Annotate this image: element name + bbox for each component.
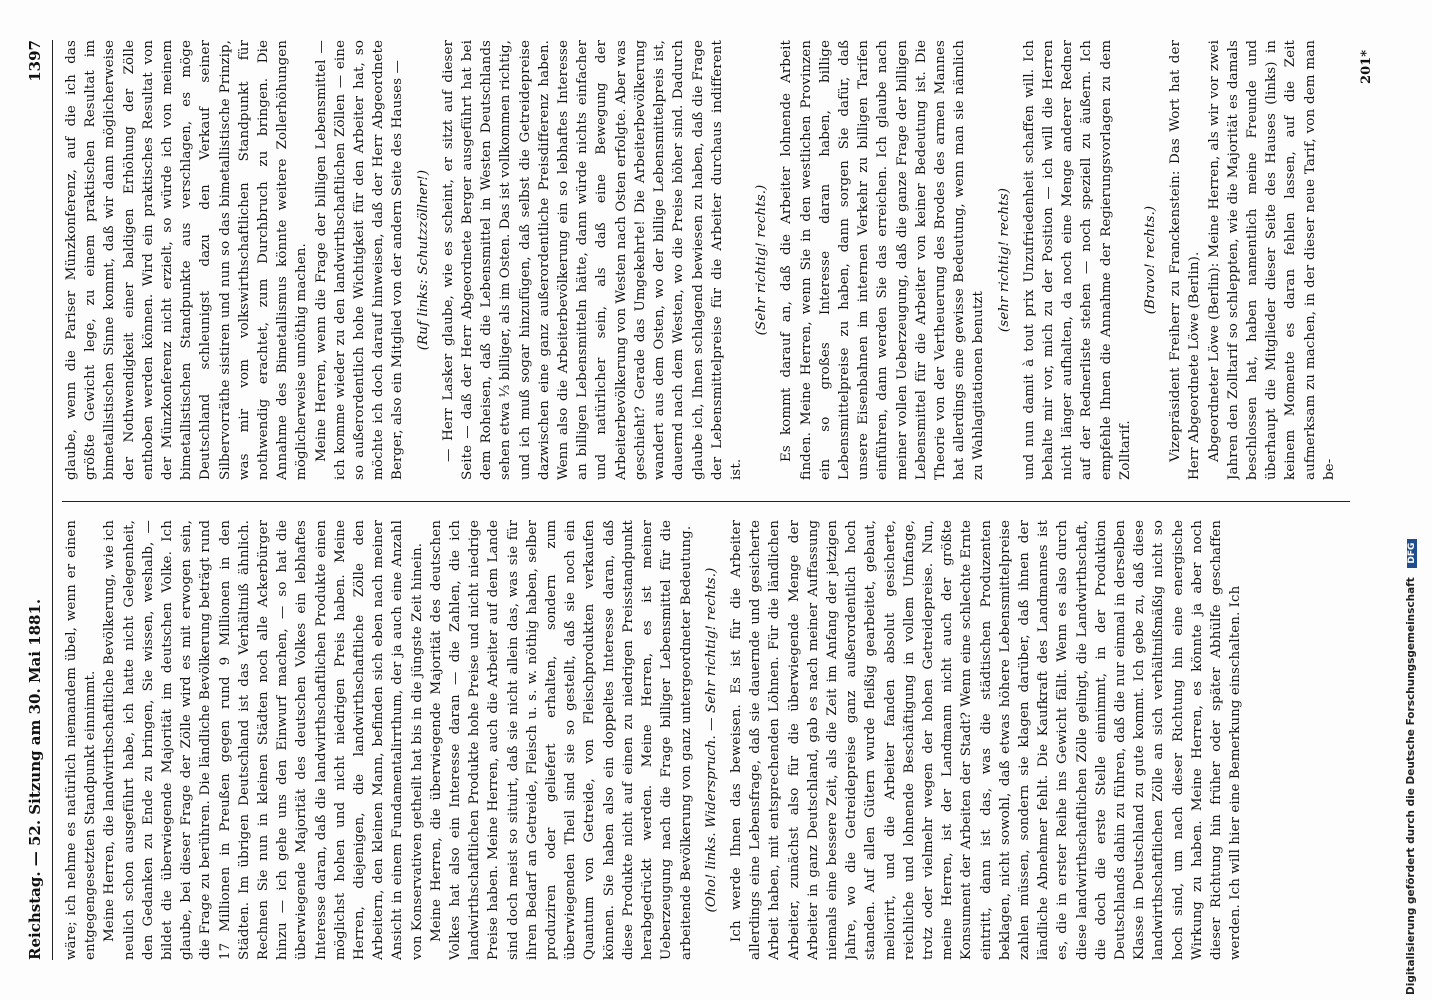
- paragraph: — Herr Lasker glaube, wie es scheint, er sitzt auf dieser Seite — daß der Herr Abgeordnete Berger ausgeführt hat bei dem Roheisen, daß die Lebensmittel in Westen Deutschlands sehen etwa ⅓ billiger, als im Osten. Das ist vollkommen richtig, und ich muß sogar hinzufügen, daß selbst die Getreidepreise dazwischen eine ganz außerordentliche Preisdifferenz haben. Wenn also die Arbeiterbevölkerung ein so lebhaftes Interesse an billigen Lebensmitteln hätte, dann würde nichts einfacher und natürlicher sein, als daß eine Bewegung der Arbeiterbevölkerung von Westen nach Osten erfolgte. Aber was geschieht? Gerade das Umgekehrte! Die Arbeiterbevölkerung wandert aus dem Osten, wo der billige Lebensmittelpreis ist, dauernd nach dem Westen, wo die Preise höher sind. Dadurch glaube ich, Ihnen schlagend bewiesen zu haben, daß die Frage der Lebensmittelpreise für die Arbeiter durchaus indifferent ist.: [440, 40, 744, 480]
- header-title: Reichstag. — 52. Sitzung am 30. Mai 1881.: [26, 598, 44, 960]
- paragraph: und nun damit à tout prix Unzufriedenheit schaffen will. Ich behalte mir vor, mich zu der Position — ich will die Herren nicht länger aufhalten, da noch eine Menge anderer Redner auf der Rednerliste stehen — noch speziell zu äußern. Ich empfehle Ihnen die Annahme der Regierungsvorlagen zu dem Zolltarif.: [1021, 40, 1133, 480]
- paragraph: Meine Herren, die überwiegende Majorität des deutschen Volkes hat also ein Interesse daran — die Zahlen, die ich landwirthschaftlichen Produkte hohe Preise und nicht niedrige Preise haben. Meine Herren, auch die Arbeiter auf dem Lande sind doch meist so situirt, daß sie nicht allein das, was sie für ihren Bedarf an Getreide, Fleisch u. s. w. nöthig haben, selber produziren oder geliefert erhalten, sondern zum überwiegenden Theil sind sie so gestellt, daß sie noch ein Quantum von Getreide, von Fleischprodukten verkaufen können. Sie haben also ein doppeltes Interesse daran, daß diese Produkte nicht auf einen zu niedrigen Preisstandpunkt herabgedrückt werden. Meine Herren, es ist meiner Ueberzeugung nach die Frage billiger Lebensmittel für die arbeitende Bevölkerung von ganz untergeordneter Bedeutung.: [428, 520, 694, 960]
- interjection-line: (sehr richtig! rechts): [996, 187, 1012, 333]
- interjection-line: (Bravo! rechts.): [1142, 205, 1158, 315]
- page-header: [18, 40, 53, 960]
- paragraph: Ich werde Ihnen das beweisen. Es ist für die Arbeiter allerdings eine Lebensfrage, daß sie dauernde und gesicherte Arbeit haben, mit entsprechenden Löhnen. Für die ländlichen Arbeiter, zunächst also für die überwiegende Menge der Arbeiter in ganz Deutschland, gab es nach meiner Auffassung niemals eine bessere Zeit, als die Zeit im Anfang der jetzigen Jahre, wo die Getreidepreise ganz außerordentlich hoch standen. Auf allen Gütern wurde fleißig gearbeitet, gebaut, meliorirt, und die Arbeiter fanden absolut gesicherte, reichliche und lohnende Beschäftigung in vollem Umfange, trotz oder vielmehr wegen der hohen Getreidepreise. Nun, meine Herren, ist der Landmann nicht auch der größte Konsument der Arbeiten der Stadt? Wenn eine schlechte Ernte eintritt, dann ist das, was die städtischen Produzenten beklagen, nicht sowohl, daß etwas höhere Lebensmittelpreise zahlen müssen, sondern sie klagen darüber, daß ihnen der ländliche Abnehmer fehlt. Die Kaufkraft des Landmannes ist es, die in erster Reihe ins Gewicht fällt. Wenn es also durch diese landwirthschaftlichen Zölle gelingt, die Landwirthschaft, die doch die erste Stelle einnimmt, in der Produktion Deutschlands dahin zu führen, daß die nur einmal in derselben Klasse in Deutschland zu gute kommt. Ich gebe zu, daß diese landwirthschaftlichen Zölle an sich verhältnißmäßig nicht so hoch sind, um nach dieser Richtung hin eine energische Wirkung zu haben. Meine Herren, es könnte ja aber noch dieser Richtung hin früher oder später Abhülfe geschaffen werden. Ich will hier eine Bemerkung einschalten. Ich: [728, 520, 1244, 960]
- left-column: [62, 520, 1350, 960]
- paragraph: Es kommt darauf an, daß die Arbeiter lohnende Arbeit finden. Meine Herren, wenn Sie in den westlichen Provinzen ein so großes Interesse daran haben, billige Lebensmittelpreise zu haben, dann sorgen Sie dafür, daß unsere Eisenbahnen im internen Verkehr zu billigen Tarifen einführen, dann werden Sie das erreichen. Ich glaube nach meiner vollen Ueberzeugung, daß die ganze Frage der billigen Lebensmittel für die Arbeiter von keiner Bedeutung ist. Die Theorie von der Vertheuerung des Brodes des armen Mannes hat allerdings eine gewisse Bedeutung, wenn man sie nämlich zu Wahlagitationen benutzt: [779, 40, 987, 480]
- paragraph: wäre; ich nehme es natürlich niemandem übel, wenn er einen entgegengesetzten Standpunkt einnimmt.: [64, 520, 99, 960]
- page-signature: 201*: [1359, 50, 1374, 84]
- interjection-line: (Ruf links: Schutzzöllner!): [415, 169, 431, 351]
- column-divider: [62, 501, 1350, 502]
- digitization-credit: [1405, 0, 1423, 995]
- paragraph: Vizepräsident Freiherr zu Franckenstein: Das Wort hat der Herr Abgeordnete Löwe (Berlin).: [1168, 40, 1203, 480]
- paragraph: Abgeordneter Löwe (Berlin): Meine Herren, als wir vor zwei Jahren den Zolltarif so schleppten, wie die Majorität es damals beschlossen hat, haben namentlich meine Freunde und überhaupt die Mitglieder dieser Seite des Hauses (links) in keinem Momente es daran fehlen lassen, auf die Zeit aufmerksam zu machen, in der dieser neue Tarif, von dem man be-: [1206, 40, 1337, 480]
- paragraph: glaube, wenn die Pariser Münzkonferenz, auf die ich das größte Gewicht lege, zu einem praktischen Resultat im bimetallistischen Sinne kommt, daß wir dann möglicherweise der Nothwendigkeit einer baldigen Erhöhung der Zölle enthoben werden können. Wird ein praktisches Resultat von der Münzkonferenz nicht erzielt, so würde ich von meinem bimetallistischen Standpunkte aus verschlagen, es möge Deutschland schleunigst dazu den Verkauf seiner Silbervorräthe sistiren und nun so das bimetallistische Prinzip, was mir vom volkswirthschaftlichen Standpunkt für nothwendig erachtet, zum Durchbruch zu bringen. Die Annahme des Bimetallismus könnte weitere Zollerhöhungen möglicherweise unnöthig machen.: [64, 40, 310, 480]
- paragraph: Meine Herren, die landwirthschaftliche Bevölkerung, wie ich neulich schon ausgeführt habe, ich hatte nicht Gelegenheit, den Gedanken zu Ende zu bringen, Sie wissen, weshalb, — bildet die überwiegende Majorität im deutschen Volke. Ich glaube, bei dieser Frage der Zölle wird es mit erwogen sein, die Frage zu berühren. Die ländliche Bevölkerung beträgt rund 17 Millionen in Preußen gegen rund 9 Millionen in den Städten. Im übrigen Deutschland ist das Verhältniß ähnlich. Rechnen Sie nun in kleinen Städten noch alle Ackerbürger hinzu — ich gehe uns den Einwurf machen, — so hat die überwiegende Majorität des deutschen Volkes ein lebhaftes Interesse daran, daß die landwirthschaftlichen Produkte einen möglichst hohen und nicht niedrigen Preis haben. Meine Herren, diejenigen, die landwirthschaftliche Zölle den Arbeitern, den kleinen Mann, befinden sich eben nach meiner Ansicht in einem Fundamentalirrthum, der ja auch eine Anzahl von Konservativen getheilt hat bis in die jüngste Zeit hinein.: [102, 520, 425, 960]
- dfg-logo: DFG: [1407, 539, 1417, 568]
- right-column: [62, 40, 1350, 480]
- credit-text: Digitalisierung gefördert durch die Deutsche Forschungsgemeinschaft: [1405, 577, 1417, 995]
- paragraph: Meine Herren, wenn die Frage der billigen Lebensmittel — ich komme wieder zu den landwirthschaftlichen Zöllen — eine so außerordentlich hohe Wichtigkeit für den Arbeiter hat, so möchte ich doch darauf hinweisen, daß der Herr Abgeordnete Berger, also ein Mitglied von der andern Seite des Hauses —: [313, 40, 406, 480]
- page-number: 1397: [26, 40, 44, 82]
- interjection-line: (Sehr richtig! rechts.): [754, 184, 770, 336]
- interjection-line: (Oho! links. Widerspruch. — Sehr richtig! rechts.): [703, 567, 719, 913]
